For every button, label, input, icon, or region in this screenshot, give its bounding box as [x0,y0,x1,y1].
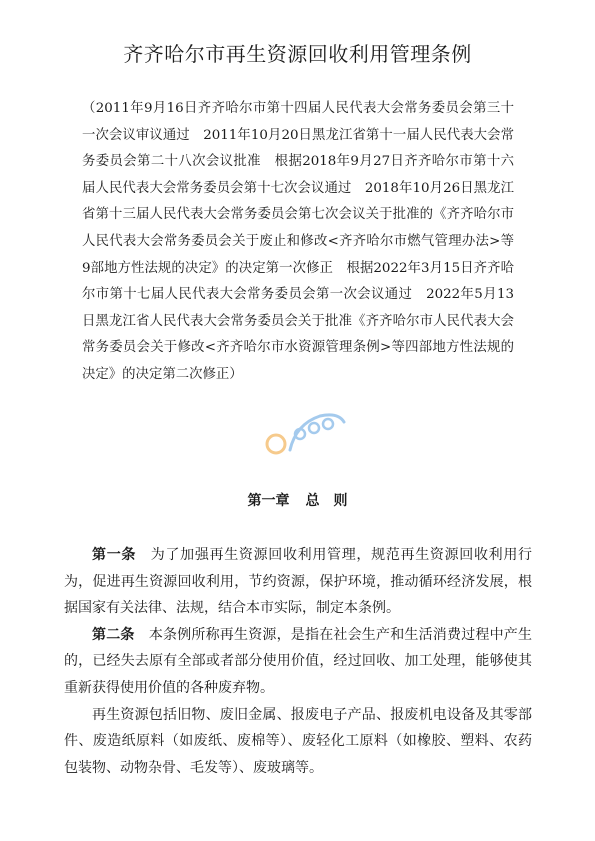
article-label: 第一条 [92,547,137,563]
article-2-paragraph-2 [64,702,532,782]
chapter-name: 总 则 [305,493,348,509]
article-label: 第二条 [92,626,135,643]
article-2 [64,622,532,702]
article-text: 为了加强再生资源回收利用管理，规范再生资源回收利用行为，促进再生资源回收利用，节约资源，保护环境，推动循环经济发展，根据国家有关法律、法规，结合本市实际，制定本条例。 [64,547,533,617]
legislative-history-note: （2011年9月16日齐齐哈尔市第十四届人民代表大会常务委员会第三十一次会议审议通过 2011年10月20日黑龙江省第十一届人民代表大会常务委员会第二十八次会议批准 根据2018年9月27日齐齐哈尔市第十六届人民代表大会常务委员会第十七次会议通过 2018年10月26日黑龙江省第十三届人民代表大会常务委员会第七次会议关于批准的《齐齐哈尔市人民代表大会常务委员会关于废止和修改<齐齐哈尔市燃气管理办法>等9部地方性法规的决定》的决定第一次修正 根据2022年3月15日齐齐哈尔市第十七届人民代表大会常务委员会第一次会议通过 2022年5月13日黑龙江省人民代表大会常务委员会关于批准《齐齐哈尔市人民代表大会常务委员会关于修改<齐齐哈尔市水资源管理条例>等四部地方性法规的决定》的决定第二次修正） [82,101,514,382]
document-title: 齐齐哈尔市再生资源回收利用管理条例 [123,42,472,66]
chapter-heading [0,490,595,510]
article-1 [64,542,532,622]
article-text: 再生资源包括旧物、废旧金属、报废电子产品、报废机电设备及其零部件、废造纸原料（如废纸、废棉等）、废轻化工原料（如橡胶、塑料、农药包装物、动物杂骨、毛发等）、废玻璃等。 [64,706,532,776]
chapter-number: 第一章 [247,493,290,509]
article-text: 本条例所称再生资源，是指在社会生产和生活消费过程中产生的，已经失去原有全部或者部分使用价值，经过回收、加工处理，能够使其重新获得使用价值的各种废弃物。 [64,626,533,696]
watermark-logo-icon [260,404,350,464]
article-list [64,542,532,781]
